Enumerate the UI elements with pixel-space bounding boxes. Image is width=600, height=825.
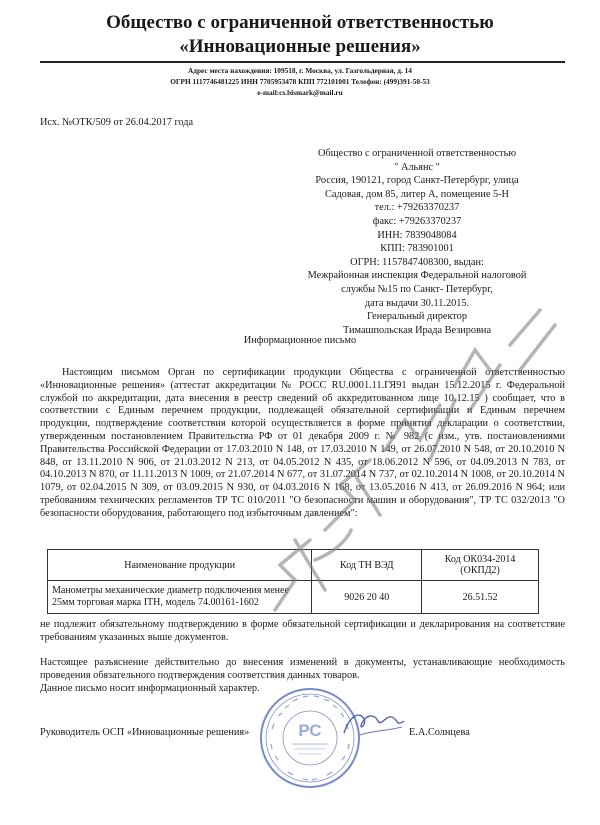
body-paragraph-informational: Данное письмо носит информационный характер.	[40, 683, 260, 694]
recipient-line: факс: +79263370237	[372, 215, 462, 227]
cell-okpd-code: 26.51.52	[422, 581, 539, 614]
cell-tnved-code: 9026 20 40	[312, 581, 422, 614]
header-divider	[40, 61, 565, 63]
header-okpd-code: Код ОК034-2014 (ОКПД2)	[422, 550, 539, 581]
company-name-line2: «Инновационные решения»	[179, 36, 421, 57]
product-table	[47, 549, 539, 614]
svg-text:РС: РС	[298, 721, 322, 740]
recipient-line: Общество с ограниченной ответственностью	[317, 148, 517, 159]
body-paragraph-validity: Настоящее разъяснение действительно до внесения изменений в документы, устанавливающие необходимость проведения обязательного подтверждения соответствия данных товаров.	[40, 657, 565, 681]
signatory-name: Е.А.Солнцева	[409, 727, 470, 738]
company-registration: ОГРН 1117746481225 ИНН 7705953478 КПП 772101001 Телефон: (499)391-50-53	[170, 77, 430, 86]
handwritten-signature-icon	[340, 705, 410, 741]
header-product-name: Наименование продукции	[48, 550, 312, 581]
recipient-line: Межрайонная инспекция Федеральной налоговой	[307, 270, 527, 282]
recipient-line: КПП: 783901001	[380, 243, 454, 255]
recipient-block	[292, 147, 542, 337]
signatory-position: Руководитель ОСП «Инновационные решения»	[40, 727, 250, 738]
letter-title: Информационное письмо	[243, 335, 357, 346]
company-address: Адрес места нахождения: 109518, г. Москва, ул. Газгольдерная, д. 14	[188, 66, 412, 75]
table-header-row	[48, 550, 539, 581]
table-row	[48, 581, 539, 614]
company-name-line1: Общество с ограниченной ответственностью	[106, 12, 494, 33]
recipient-line: " Альянс "	[394, 161, 440, 173]
cell-product-name: Манометры механические диаметр подключения менее 25мм торговая марка ITH, модель 74.00161-1602	[48, 581, 312, 614]
recipient-line: Россия, 190121, город Санкт-Петербург, улица	[315, 175, 519, 187]
recipient-line: службы №15 по Санкт- Петербург,	[341, 283, 493, 295]
company-email: e-mail:cs.bismark@mail.ru	[257, 88, 343, 97]
outgoing-reference: Исх. №ОТК/509 от 26.04.2017 года	[40, 117, 194, 128]
body-paragraph-main: Настоящим письмом Орган по сертификации продукции Общества с ограниченной ответственностью «Инновационные решения» (аттестат аккредитации № РОСС RU.0001.11.ГЯ91 выдан 15.12.2015 г. Федеральной службой по аккредитации, дата внесения в реестр сведений об аккредитованном лице 10.12.15 ) сообщает, что в соответствии с Единым перечнем продукции, подлежащей обязательной сертификации и Единым перечнем продукции, подтверждение соответствия которой осуществляется в форме принятия декларации о соответствии, утвержденным постановлением Правительства РФ от 01 декабря 2009 г. № 982 (с изм., утв. постановлениями Правительства Российской Федерации от 17.03.2010 N 148, от 17.03.2010 N 149, от 26.07.2010 N 548, от 20.10.2010 N 848, от 13.11.2010 N 906, от 21.03.2012 N 213, от 04.05.2012 N 435, от 18.06.2012 N 596, от 04.09.2013 N 783, от 04.10.2013 N 870, от 11.11.2013 N 1009, от 21.07.2014 N 677, от 31.07.2014 N 737, от 02.10.2014 N 1008, от 20.10.2014 N 1079, от 02.04.2015 N 309, от 03.09.2015 N 930, от 04.03.2016 N 168, от 13.05.2016 N 413, от 26.09.2016 N 964; или требованиям технических регламентов ТР ТС 010/2011 "О безопасности машин и оборудования", ТР ТС 032/2013 "О безопасности оборудования, работающего под избыточным давлением":	[40, 367, 565, 519]
recipient-line: ИНН: 7839048084	[377, 229, 457, 241]
recipient-line: дата выдачи 30.11.2015.	[364, 297, 470, 309]
recipient-line: тел.: +79263370237	[374, 202, 460, 214]
recipient-line: ОГРН: 1157847408300, выдан:	[350, 256, 484, 268]
recipient-line: Садовая, дом 85, литер А, помещение 5-Н	[325, 188, 509, 200]
recipient-line: Генеральный директор	[367, 311, 467, 323]
recipient-line: Тимашпольская Ирада Везировна	[342, 324, 492, 336]
body-paragraph-conclusion: не подлежит обязательному подтверждению в форме обязательной сертификации и декларирования на соответствие требованиям указанных выше документов.	[40, 619, 565, 643]
header-tnved-code: Код ТН ВЭД	[312, 550, 422, 581]
